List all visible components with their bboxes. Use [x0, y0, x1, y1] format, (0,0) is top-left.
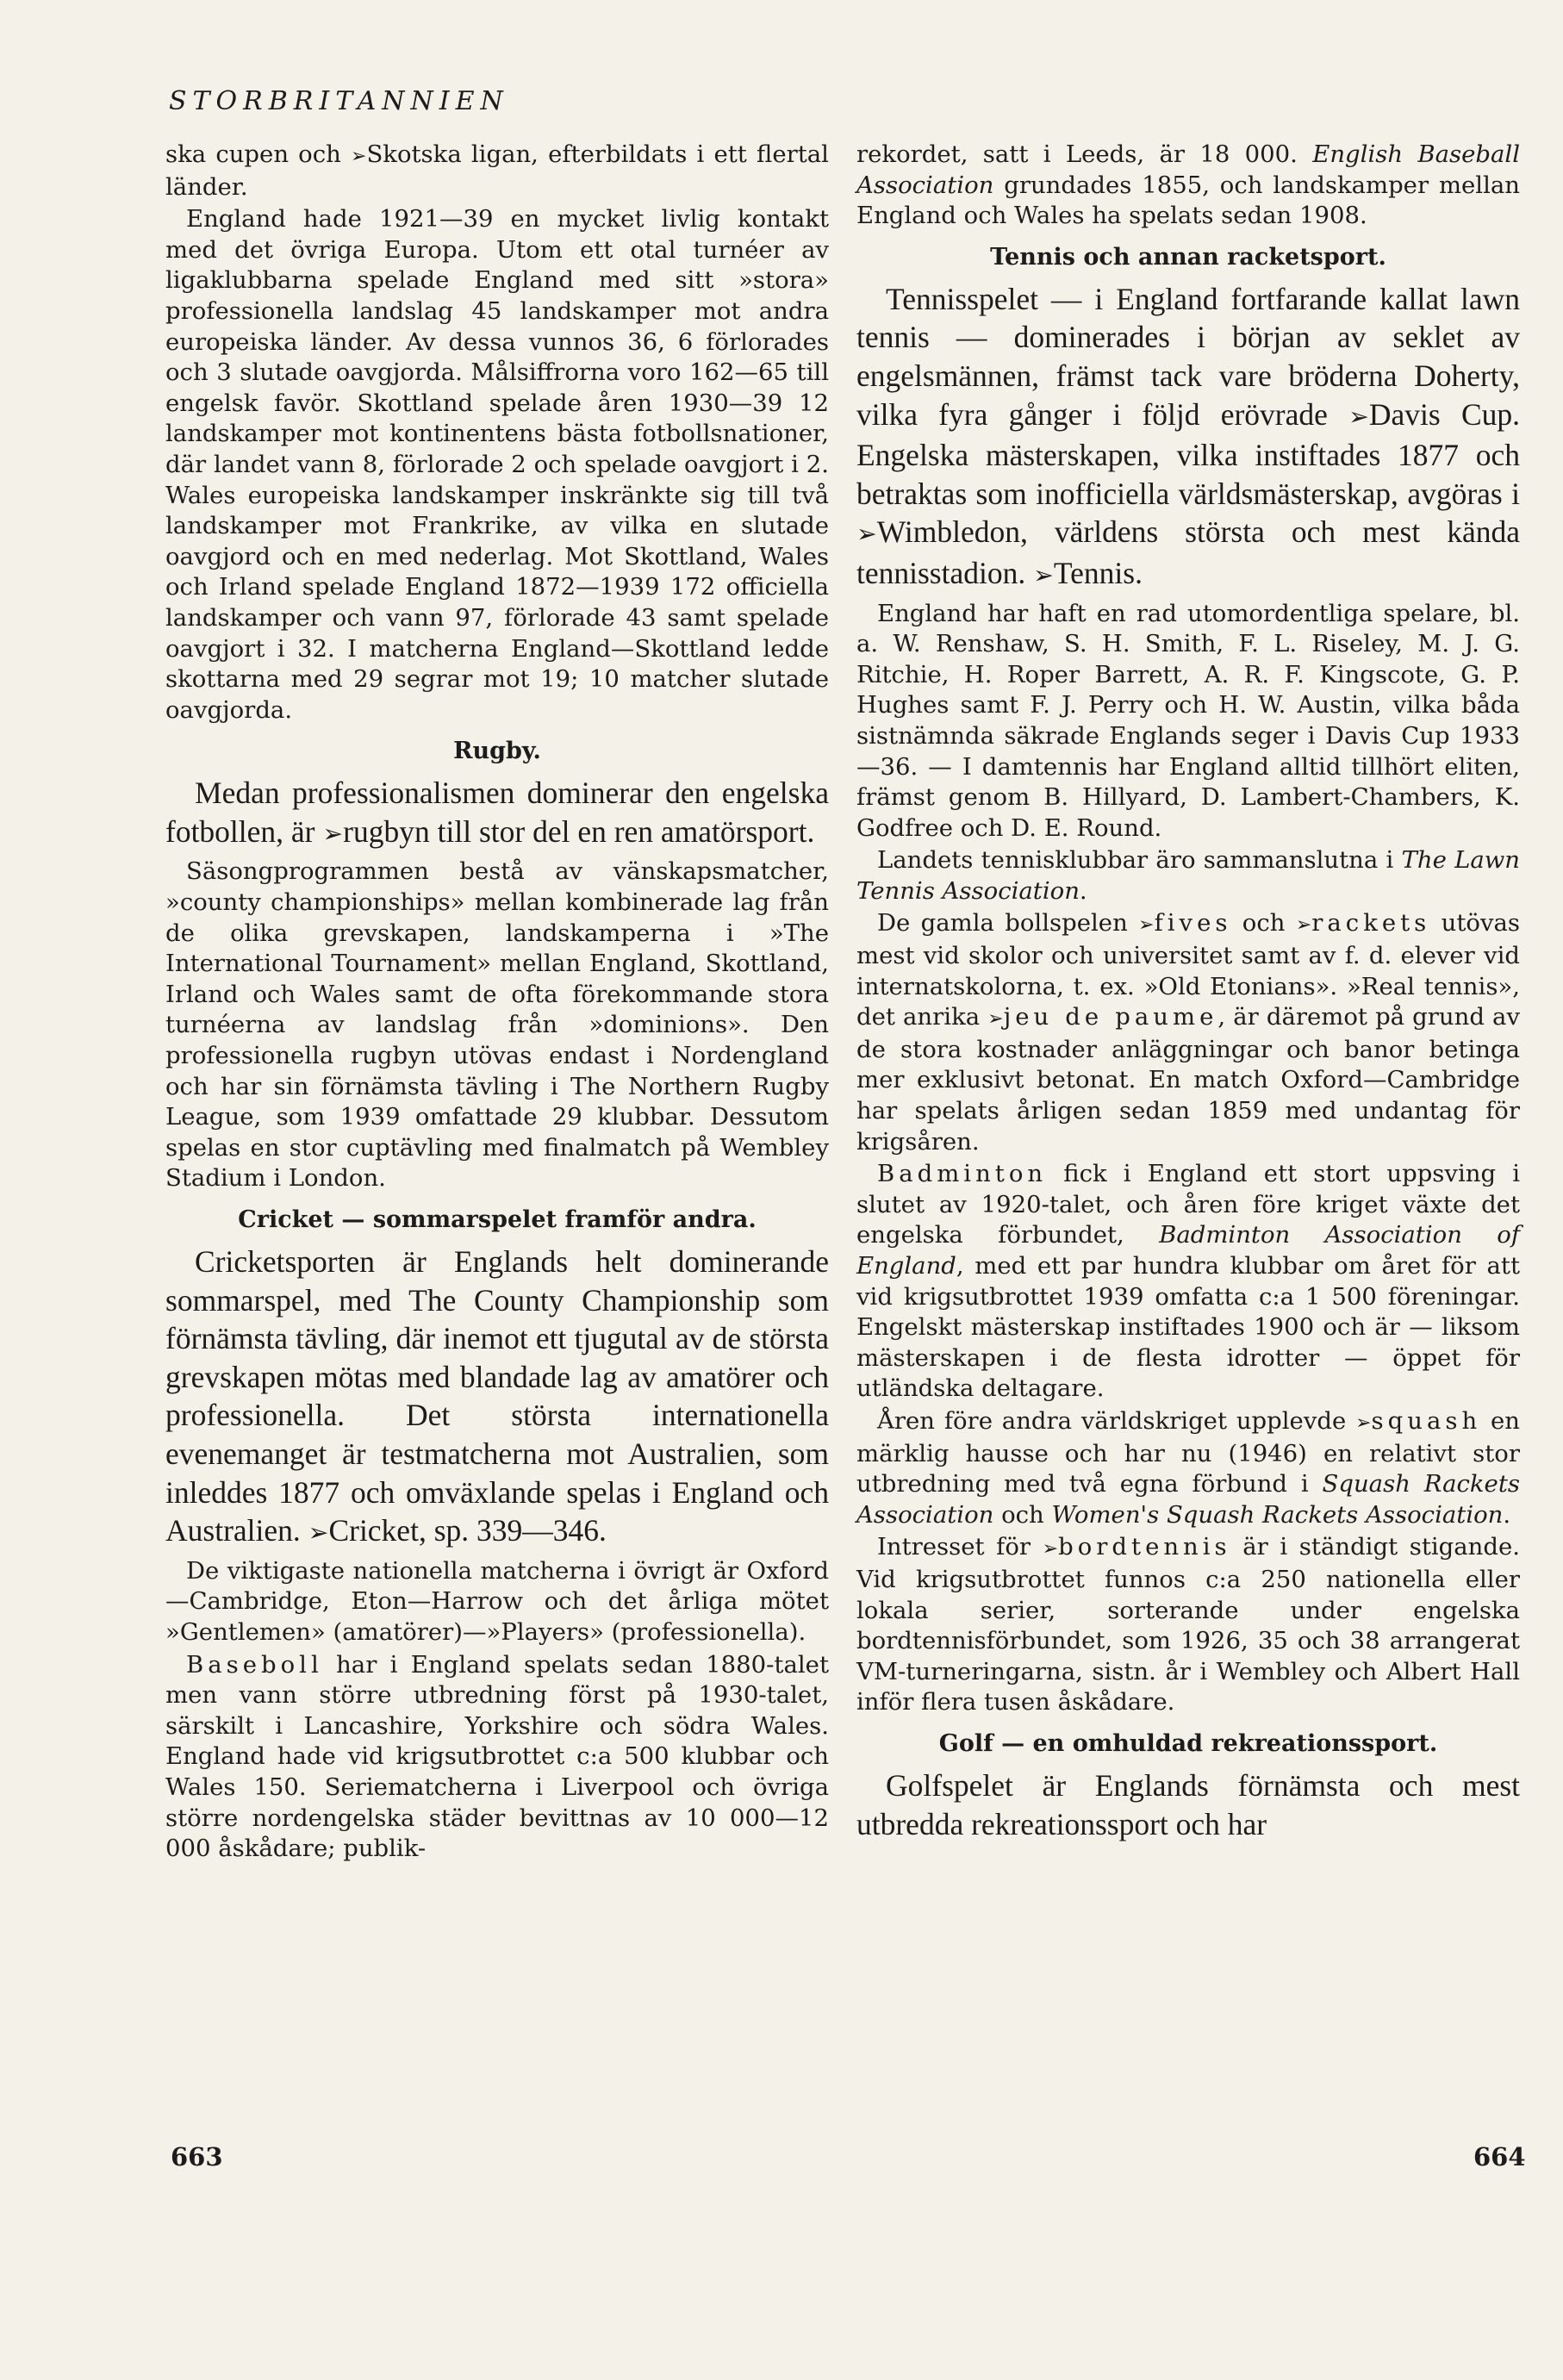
paragraph-tennis-clubs: Landets tennisklubbar äro sammanslutna i The Lawn Tennis Association. [856, 846, 1520, 905]
lead-rugby: Medan professionalismen dominerar den engelska fotbollen, är ➢rugbyn till stor del en ren amatörsport. [165, 776, 829, 849]
paragraph-tennis-players: England har haft en rad utomordentliga spelare, bl. a. W. Renshaw, S. H. Smith, F. L. Riseley, M. J. G. Ritchie, H. Roper Barrett, A. R. F. Kingscote, G. P. Hughes samt F. J. Perry och H. W. Austin, vilka båda sistnämnda säkrade Englands seger i Davis Cup 1933—36. — I damtennis har England alltid tillhört eliten, främst genom B. Hillyard, D. Lambert-Chambers, K. Godfree och D. E. Round. [856, 599, 1520, 842]
paragraph-baseball-cont: rekordet, satt i Leeds, är 18 000. English Baseball Association grundades 1855, och landskamper mellan England och Wales ha spelats sedan 1908. [856, 140, 1520, 230]
see-arrow-icon: ➢ [1295, 914, 1312, 937]
right-column [856, 140, 1520, 1847]
paragraph-badminton: Badminton fick i England ett stort uppsving i slutet av 1920-talet, och åren före kriget växte det engelska förbundet, Badminton Association of England, med ett par hundra klubbar om året för att vid krigsutbrottet 1939 omfatta c:a 1 500 föreningar. Engelskt mästerskap instiftades 1900 och är — liksom mästerskapen i de flesta idrotter — öppet för utländska deltagare. [856, 1160, 1520, 1403]
page-number-left: 663 [171, 2142, 223, 2171]
cross-ref-skotska-ligan[interactable]: Skotska ligan [366, 140, 532, 168]
see-arrow-icon: ➢ [1033, 560, 1054, 589]
see-arrow-icon: ➢ [856, 520, 877, 549]
see-arrow-icon: ➢ [987, 1008, 1004, 1031]
see-arrow-icon: ➢ [1042, 1538, 1059, 1561]
cross-ref-fives[interactable]: fives [1154, 909, 1232, 938]
paragraph-baseball: Baseboll har i England spelats sedan 1880-talet men vann större utbredning först på 1930-talet, särskilt i Lancashire, Yorkshire och södra Wales. England hade vid krigsutbrottet c:a 500 klubbar och Wales 150. Seriematcherna i Liverpool och övriga större nordengelska städer bevittnas av 10 000—12 000 åskådare; publik- [165, 1650, 829, 1863]
lead-cricket: Cricketsporten är Englands helt dominerande sommarspel, med The County Championship som förnämsta tävling, där inemot ett tjugutal av de största grevskapen mötas med blandade lag av amatörer och professionella. Det största internationella evenemanget är testmatcherna mot Australien, som inleddes 1877 och omväxlande spelas i England och Australien. ➢Cricket, sp. 339—346. [165, 1244, 829, 1548]
cross-ref-wimbledon[interactable]: Wimbledon [876, 514, 1020, 550]
running-head: STORBRITANNIEN [169, 86, 509, 116]
cross-ref-bordtennis[interactable]: bordtennis [1058, 1533, 1231, 1561]
paragraph-scottish-league: ska cupen och ➢Skotska ligan, efterbildats i ett flertal länder. [165, 140, 829, 201]
cross-ref-davis-cup[interactable]: Davis Cup [1368, 396, 1513, 432]
see-arrow-icon: ➢ [1355, 1411, 1372, 1434]
cross-ref-squash[interactable]: squash [1371, 1406, 1482, 1435]
see-arrow-icon: ➢ [1138, 914, 1155, 937]
page-number-right: 664 [1473, 2142, 1526, 2171]
cross-ref-tennis[interactable]: Tennis [1053, 555, 1136, 590]
paragraph-england-europe: England hade 1921—39 en mycket livlig kontakt med det övriga Europa. Utom ett otal turnéer av ligaklubbarna spelade England med sitt »stora» professionella landslag 45 landskamper mot andra europeiska länder. Av dessa vunnos 36, 6 förlorades och 3 slutade oavgjorda. Målsiffrorna voro 162—65 till engelsk favör. Skottland spelade åren 1930—39 12 landskamper mot kontinentens bästa fotbollsnationer, där landet vann 8, förlorade 2 och spelade oavgjort i 2. Wales europeiska landskamper inskränkte sig till två landskamper mot Frankrike, av vilka en slutade oavgjord och en med nederlag. Mot Skottland, Wales och Irland spelade England 1872—1939 172 officiella landskamper och vann 97, förlorade 43 samt spelade oavgjort i 32. I matcherna England—Skottland ledde skottarna med 29 segrar mot 19; 10 matcher slutade oavgjorda. [165, 205, 829, 724]
heading-cricket: Cricket — sommarspelet framför andra. [238, 1206, 757, 1233]
cross-ref-jeu-de-paume[interactable]: jeu de paume [1003, 1003, 1218, 1031]
cross-ref-rackets[interactable]: rackets [1311, 909, 1431, 938]
heading-tennis: Tennis och annan racketsport. [990, 243, 1386, 271]
paragraph-fives-rackets: De gamla bollspelen ➢fives och ➢rackets utövas mest vid skolor och universitet samt av f. d. elever vid internatskolorna, t. ex. »Old Etonians». »Real tennis», det anrika ➢jeu de paume, är däremot på grund av de stora kostnader anläggningar och banor betinga mer exklusivt betonat. En match Oxford—Cambridge har spelats årligen sedan 1859 med undantag för krigsåren. [856, 909, 1520, 1156]
heading-golf: Golf — en omhuldad rekreationssport. [938, 1729, 1438, 1757]
left-column [165, 140, 829, 1866]
see-arrow-icon: ➢ [351, 146, 367, 167]
see-arrow-icon: ➢ [308, 1518, 329, 1548]
paragraph-table-tennis: Intresset för ➢bordtennis är i ständigt stigande. Vid krigsutbrottet funnos c:a 250 nationella eller lokala serier, sorterande under engelska bordtennisförbundet, som 1926, 35 och 38 arrangerat VM-turneringarna, sistn. år i Wembley och Albert Hall inför flera tusen åskådare. [856, 1533, 1520, 1716]
cross-ref-cricket[interactable]: Cricket [328, 1513, 419, 1548]
term-badminton: Badminton [877, 1160, 1048, 1188]
cross-ref-rugbyn[interactable]: rugbyn [343, 813, 430, 849]
heading-rugby: Rugby. [453, 738, 541, 765]
see-arrow-icon: ➢ [1348, 402, 1369, 431]
paragraph-cricket: De viktigaste nationella matcherna i övrigt är Oxford—Cambridge, Eton—Harrow och det årliga mötet »Gentlemen» (amatörer)—»Players» (professionella). [165, 1556, 829, 1646]
lead-tennis: Tennisspelet — i England fortfarande kallat lawn tennis — dominerades i början av seklet av engelsmännen, främst tack vare bröderna Doherty, vilka fyra gånger i följd erövrade ➢Davis Cup. Engelska mästerskapen, vilka instiftades 1877 och betraktas som inofficiella världsmästerskap, avgöras i ➢Wimbledon, världens största och mest kända tennisstadion. ➢Tennis. [856, 281, 1520, 590]
term-baseboll: Baseboll [186, 1650, 323, 1679]
see-arrow-icon: ➢ [322, 819, 344, 848]
lead-golf: Golfspelet är Englands förnämsta och mest utbredda rekreationssport och har [856, 1767, 1520, 1841]
paragraph-rugby: Säsongprogrammen bestå av vänskapsmatcher, »county championships» mellan kombinerade lag från de olika grevskapen, landskamperna i »The International Tournament» mellan England, Skottland, Irland och Wales samt de ofta förekommande stora turnéerna av landslag från »dominions». Den professionella rugbyn utövas endast i Nordengland och har sin förnämsta tävling i The Northern Rugby League, som 1939 omfattade 29 klubbar. Dessutom spelas en stor cuptävling med finalmatch på Wembley Stadium i London. [165, 857, 829, 1193]
paragraph-squash: Åren före andra världskriget upplevde ➢squash en märklig hausse och har nu (1946) en relativt stor utbredning med två egna förbund i Squash Rackets Association och Women's Squash Rackets Association. [856, 1406, 1520, 1529]
